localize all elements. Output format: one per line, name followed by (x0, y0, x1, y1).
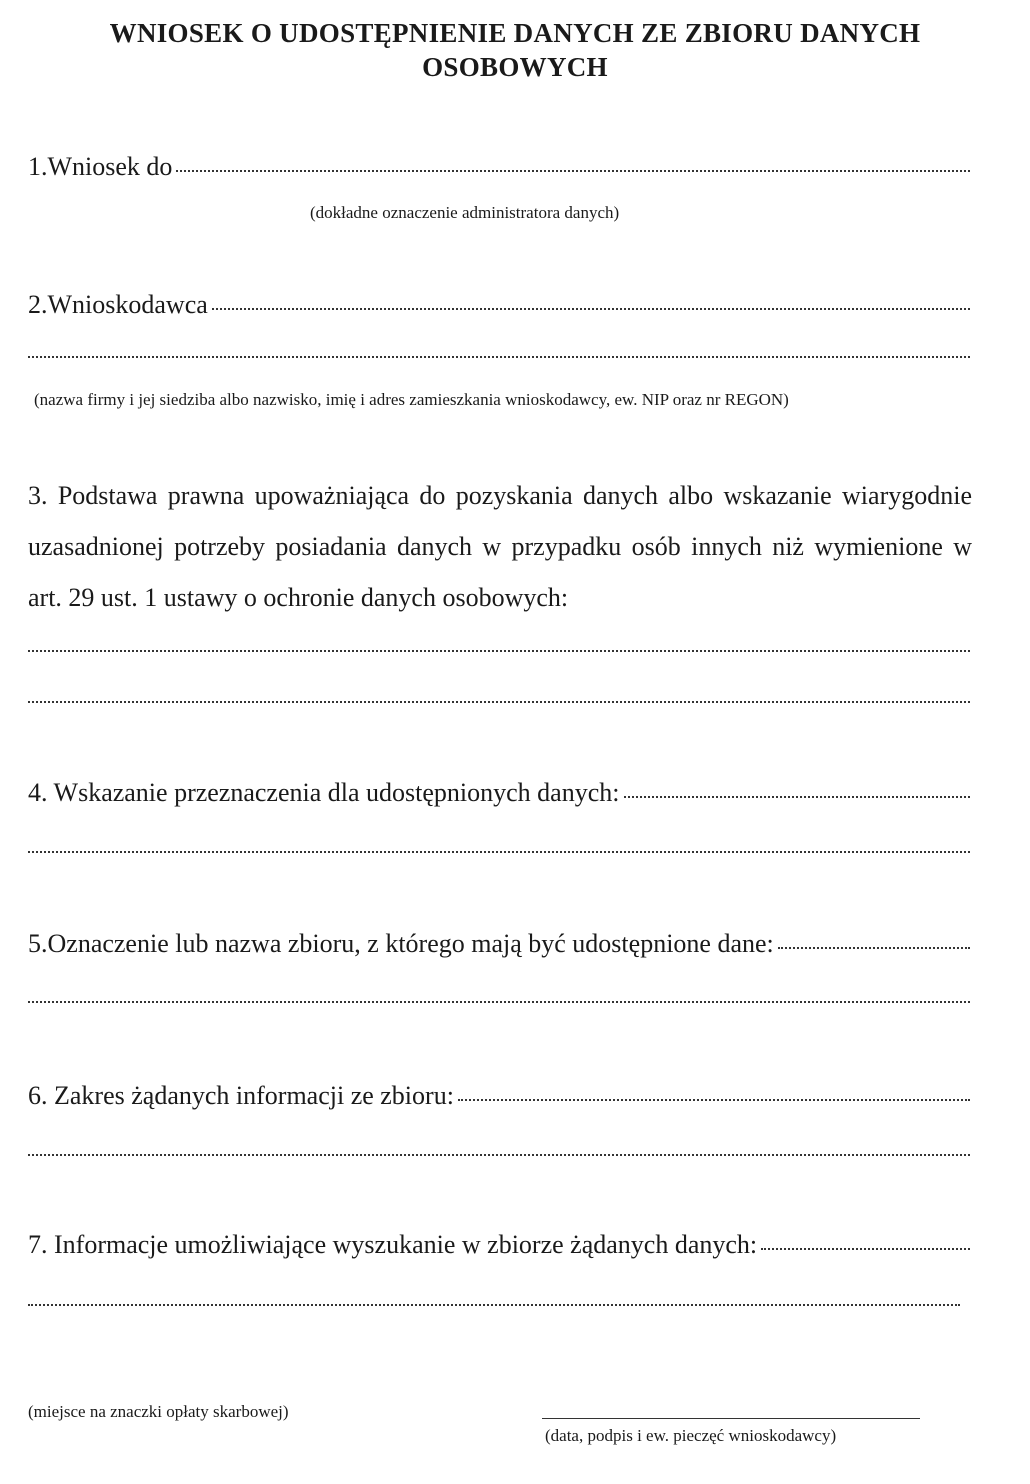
form-title-line-2: OSOBOWYCH (422, 52, 608, 82)
signature-line[interactable] (542, 1418, 920, 1419)
section-3-fill-line-1[interactable] (28, 650, 970, 652)
signature-hint: (data, podpis i ew. pieczęć wnioskodawcy) (545, 1426, 837, 1445)
section-5-fill-line-2[interactable] (28, 1001, 970, 1003)
section-6-label: 6. Zakres żądanych informacji ze zbioru: (28, 1081, 454, 1110)
section-4-fill-line-2[interactable] (28, 851, 970, 853)
section-5-label: 5.Oznaczenie lub nazwa zbioru, z którego mają być udostępnione dane: (28, 929, 774, 958)
section-7-label: 7. Informacje umożliwiające wyszukanie w zbiorze żądanych danych: (28, 1230, 758, 1259)
section-4-fill-line[interactable] (624, 796, 971, 798)
section-7-fill-line-2[interactable] (28, 1304, 960, 1306)
section-4-label: 4. Wskazanie przeznaczenia dla udostępnionych danych: (28, 778, 620, 807)
form-title-line-1: WNIOSEK O UDOSTĘPNIENIE DANYCH ZE ZBIORU DANYCH (109, 18, 921, 48)
section-5-row (28, 929, 970, 963)
section-7-row (28, 1230, 970, 1264)
section-1-row (28, 152, 970, 186)
section-7-fill-line[interactable] (761, 1248, 970, 1250)
section-4-row (28, 778, 970, 812)
section-3-fill-line-2[interactable] (28, 701, 970, 703)
section-6-fill-line[interactable] (458, 1099, 970, 1101)
section-1-hint: (dokładne oznaczenie administratora danych) (310, 203, 620, 222)
section-5-fill-line[interactable] (778, 947, 970, 949)
section-2-label: 2.Wnioskodawca (28, 290, 208, 319)
section-6-row (28, 1081, 970, 1115)
section-2-hint: (nazwa firmy i jej siedziba albo nazwisko, imię i adres zamieszkania wnioskodawcy, ew. NIP oraz nr REGON) (34, 390, 789, 409)
section-1-fill-line[interactable] (176, 170, 970, 172)
section-2-fill-line-2[interactable] (28, 356, 970, 358)
section-3-text: 3. Podstawa prawna upoważniająca do pozyskania danych albo wskazanie wiarygodnie uzasadnionej potrzeby posiadania danych w przypadku osób innych niż wymienione w art. 29 ust. 1 ustawy o ochronie danych osobowych: (28, 481, 972, 612)
section-2-row (28, 290, 970, 324)
section-1-label: 1.Wniosek do (28, 152, 173, 181)
section-6-fill-line-2[interactable] (28, 1154, 970, 1156)
section-2-fill-line[interactable] (212, 308, 970, 310)
form-title (40, 16, 990, 84)
stamp-area-hint: (miejsce na znaczki opłaty skarbowej) (28, 1402, 289, 1421)
